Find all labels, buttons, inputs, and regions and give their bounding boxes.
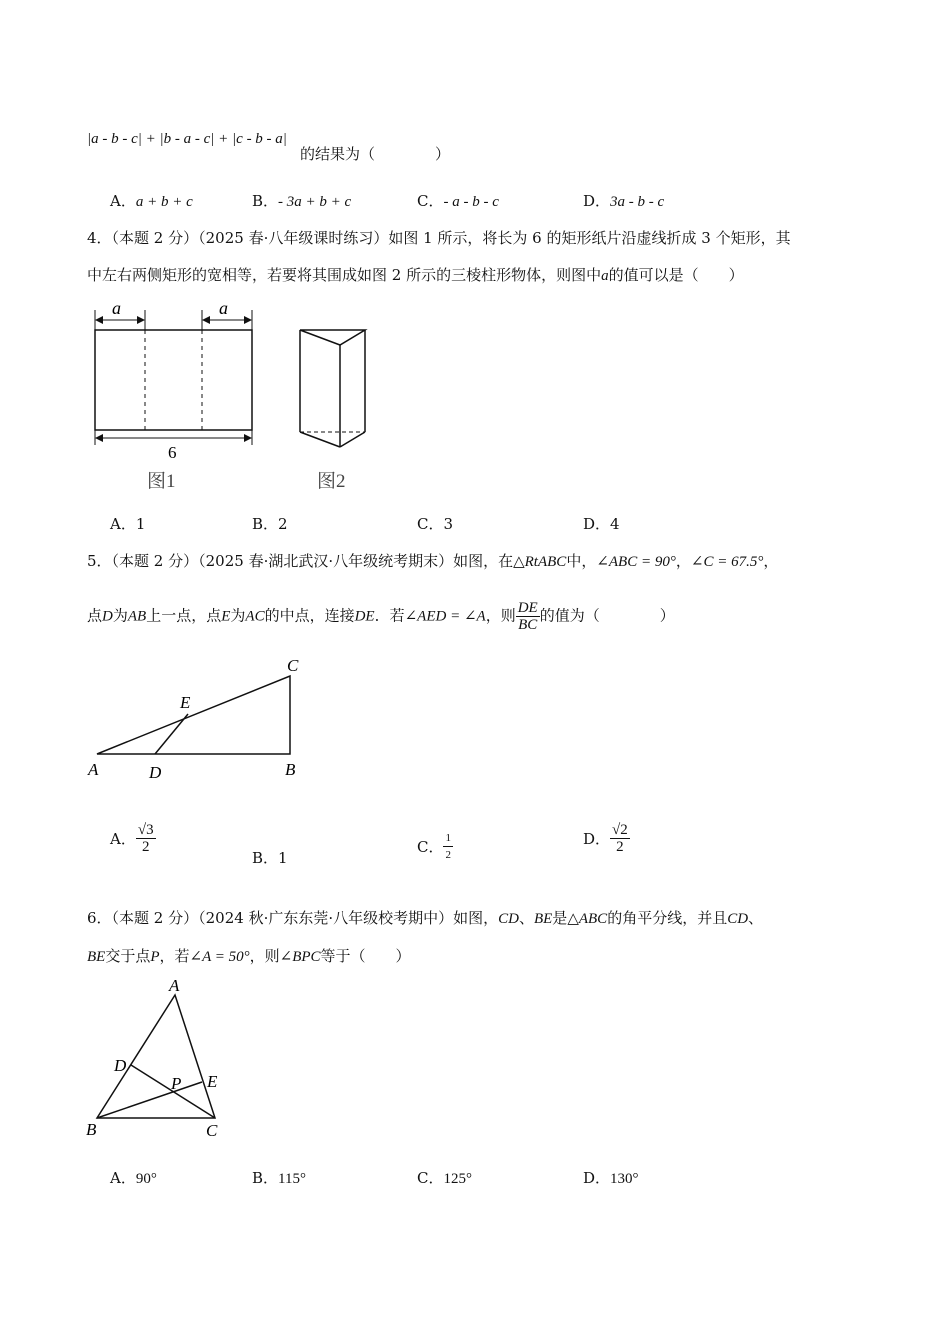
q6-option-a[interactable]: A．90° (110, 1169, 157, 1187)
q6-option-c[interactable]: C．125° (417, 1169, 472, 1187)
q4-option-c[interactable]: C．3 (417, 515, 454, 533)
q4-line-1: 4．（本题 2 分）（2025 春·八年级课时练习）如图 1 所示，将长为 6 的矩形纸片沿虚线折成 3 个矩形，其 (87, 229, 791, 247)
q6-line-2: BE交于点P，若∠A = 50°，则∠BPC等于（ ） (87, 947, 411, 965)
q6-label-d: D (114, 1056, 127, 1075)
q4-option-d[interactable]: D．4 (583, 515, 620, 533)
q3-expression: |a - b - c| + |b - a - c| + |c - b - a| (87, 131, 287, 147)
q5-line-2: 点D为AB上一点，点E为AC的中点，连接DE．若∠AED = ∠A，则 $\frac{DE}{BC}$ 的值为（ ） (87, 600, 675, 633)
q4-option-a[interactable]: A．1 (110, 515, 146, 533)
q4-fig1-label-6: 6 (168, 443, 177, 462)
q5-option-d[interactable]: D． $\frac{√2}{2}$ (583, 822, 628, 855)
q4-figure-2 (300, 330, 365, 492)
q6-option-b[interactable]: B．115° (252, 1169, 306, 1187)
q4-fig2-caption: 图2 (317, 471, 346, 492)
q5-option-a[interactable]: A． $\frac{√3}{2}$ (110, 822, 154, 855)
q5-option-c[interactable]: C． $\frac{1}{2}$ (417, 832, 451, 861)
q6-label-p: P (171, 1074, 182, 1093)
q4-fig1-label-a-right: a (219, 298, 228, 318)
q4-line-2: 中左右两侧矩形的宽相等，若要将其围成如图 2 所示的三棱柱形物体，则图中a的值可以是（ ） (87, 266, 744, 284)
q4-figure-1 (95, 298, 252, 492)
q3-stem: 的结果为（ ） (300, 145, 451, 163)
q5-fraction: $\frac{DE}{BC}$ (517, 600, 538, 633)
q5-label-c: C (287, 656, 299, 675)
q4-figures (85, 295, 385, 495)
q6-label-a: A (169, 976, 180, 995)
q4-fig1-label-a-left: a (112, 298, 121, 318)
q3-option-a[interactable]: A．a + b + c (110, 192, 193, 210)
q6-figure (82, 975, 242, 1145)
q5-label-e: E (180, 693, 191, 712)
q4-option-b[interactable]: B．2 (252, 515, 288, 533)
q5-label-b: B (285, 760, 296, 779)
q5-label-a: A (88, 760, 99, 779)
q3-option-b[interactable]: B．- 3a + b + c (252, 192, 352, 210)
q3-option-c[interactable]: C．- a - b - c (417, 192, 499, 210)
q6-option-d[interactable]: D．130° (583, 1169, 639, 1187)
q3-option-d[interactable]: D．3a - b - c (583, 192, 665, 210)
q5-line-1: 5．（本题 2 分）（2025 春·湖北武汉·八年级统考期末）如图，在△RtABC中，∠ABC = 90°，∠C = 67.5°， (87, 552, 779, 570)
q6-label-c: C (206, 1121, 218, 1140)
q6-line-1: 6．（本题 2 分）（2024 秋·广东东莞·八年级校考期中）如图，CD、BE是△ABC的角平分线，并且CD、 (87, 909, 764, 927)
q6-label-e: E (207, 1072, 218, 1091)
q5-label-d: D (149, 763, 162, 782)
q4-fig1-caption: 图1 (147, 471, 176, 492)
q5-figure (85, 652, 315, 782)
q5-option-b[interactable]: B．1 (252, 849, 288, 867)
q6-label-b: B (86, 1120, 97, 1139)
